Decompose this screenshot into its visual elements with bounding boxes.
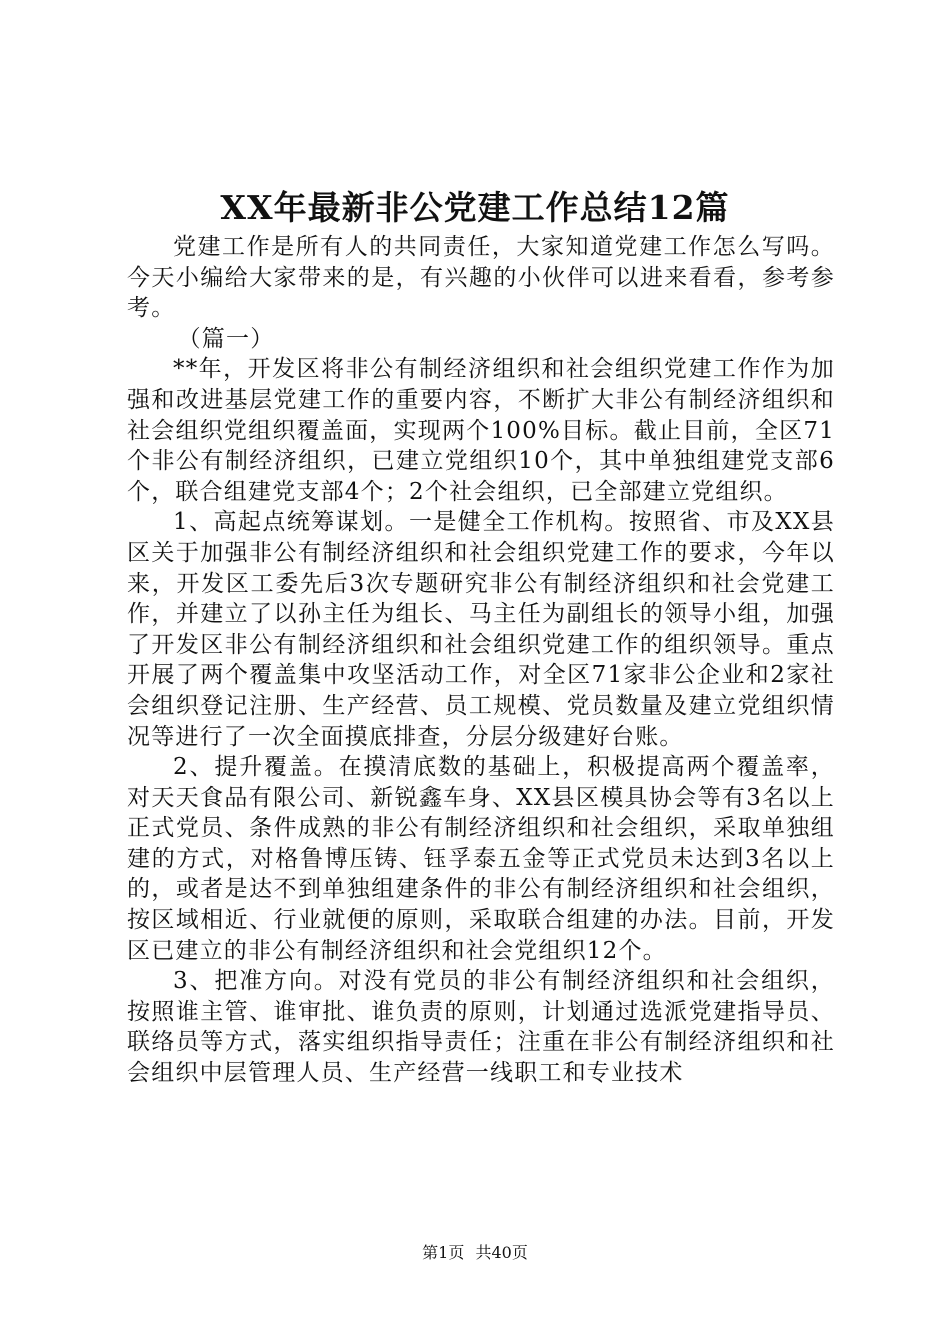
document-body: [127, 232, 835, 1089]
page-number: 第1页: [422, 1243, 465, 1262]
body-paragraph: 1、高起点统筹谋划。一是健全工作机构。按照省、市及XX县区关于加强非公有制经济组织和社会组织党建工作的要求，今年以来，开发区工委先后3次专题研究非公有制经济组织和社会党建工作，并建立了以孙主任为组长、马主任为副组长的领导小组，加强了开发区非公有制经济组织和社会组织党建工作的组织领导。重点开展了两个覆盖集中攻坚活动工作，对全区71家非公企业和2家社会组织登记注册、生产经营、员工规模、党员数量及建立党组织情况等进行了一次全面摸底排查，分层分级建好台账。: [127, 509, 835, 750]
body-paragraph: 2、提升覆盖。在摸清底数的基础上，积极提高两个覆盖率，对天天食品有限公司、新锐鑫车身、XX县区模具协会等有3名以上正式党员、条件成熟的非公有制经济组织和社会组织，采取单独组建的方式，对格鲁博压铸、钰孚泰五金等正式党员未达到3名以上的，或者是达不到单独组建条件的非公有制经济组织和社会组织，按区域相近、行业就便的原则，采取联合组建的办法。目前，开发区已建立的非公有制经济组织和社会党组织12个。: [127, 754, 835, 964]
chapter-heading: （篇一）: [177, 325, 275, 352]
document-title: XX年最新非公党建工作总结12篇: [220, 188, 730, 227]
body-paragraph: 3、把准方向。对没有党员的非公有制经济组织和社会组织，按照谁主管、谁审批、谁负责的原则，计划通过选派党建指导员、联络员等方式，落实组织指导责任；注重在非公有制经济组织和社会组织中层管理人员、生产经营一线职工和专业技术: [127, 968, 835, 1087]
intro-paragraph: 党建工作是所有人的共同责任，大家知道党建工作怎么写吗。今天小编给大家带来的是，有兴趣的小伙伴可以进来看看，参考参考。: [127, 234, 835, 322]
page-footer: [0, 1241, 950, 1265]
body-paragraph: **年，开发区将非公有制经济组织和社会组织党建工作作为加强和改进基层党建工作的重要内容，不断扩大非公有制经济组织和社会组织党组织覆盖面，实现两个100%目标。截止目前，全区71个非公有制经济组织，已建立党组织10个，其中单独组建党支部6个，联合组建党支部4个；2个社会组织，已全部建立党组织。: [127, 356, 835, 505]
page-total: 共40页: [475, 1243, 528, 1262]
